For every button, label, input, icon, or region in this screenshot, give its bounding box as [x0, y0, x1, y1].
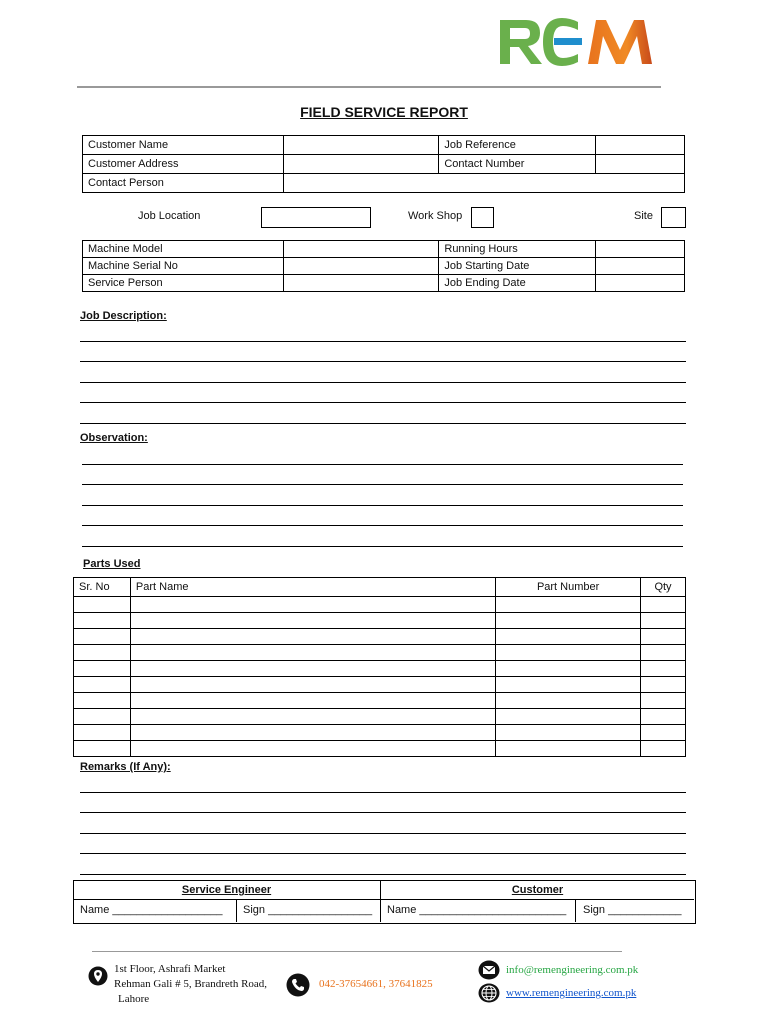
work-shop-checkbox[interactable]	[471, 207, 494, 228]
customer-name-label: Customer Name	[83, 136, 284, 155]
table-row	[74, 677, 686, 693]
part-name-cell[interactable]	[130, 597, 495, 613]
part-number-cell[interactable]	[496, 677, 641, 693]
table-row	[74, 741, 686, 757]
customer-name-field[interactable]	[283, 136, 439, 155]
running-hours-field[interactable]	[596, 241, 685, 258]
sr-no-cell[interactable]	[74, 709, 131, 725]
observation-line[interactable]	[82, 505, 683, 506]
service-engineer-name-field[interactable]: Name __________________	[80, 904, 223, 916]
work-shop-label: Work Shop	[408, 210, 463, 222]
part-name-cell[interactable]	[130, 661, 495, 677]
site-checkbox[interactable]	[661, 207, 686, 228]
job-reference-field[interactable]	[596, 136, 685, 155]
customer-info-table	[82, 135, 685, 193]
remarks-line[interactable]	[80, 833, 686, 834]
part-name-cell[interactable]	[130, 693, 495, 709]
remarks-heading: Remarks (If Any):	[80, 761, 171, 773]
address-line-3: Lahore	[118, 993, 150, 1005]
qty-cell[interactable]	[641, 629, 686, 645]
observation-line[interactable]	[82, 525, 683, 526]
email-link[interactable]: info@remengineering.com.pk	[506, 964, 639, 976]
contact-number-label: Contact Number	[439, 155, 596, 174]
customer-name-sign-field[interactable]: Name ________________________	[387, 904, 567, 916]
sr-no-cell[interactable]	[74, 677, 131, 693]
parts-table	[73, 577, 686, 757]
service-person-label: Service Person	[83, 275, 284, 292]
job-description-heading: Job Description:	[80, 310, 167, 322]
job-location-field[interactable]	[261, 207, 371, 228]
qty-cell[interactable]	[641, 661, 686, 677]
machine-serial-label: Machine Serial No	[83, 258, 284, 275]
job-ending-date-field[interactable]	[596, 275, 685, 292]
part-name-cell[interactable]	[130, 645, 495, 661]
job-description-line[interactable]	[80, 361, 686, 362]
table-row	[74, 629, 686, 645]
qty-cell[interactable]	[641, 645, 686, 661]
part-number-cell[interactable]	[496, 693, 641, 709]
company-logo	[496, 14, 672, 68]
job-description-line[interactable]	[80, 341, 686, 342]
parts-used-heading: Parts Used	[83, 558, 141, 570]
contact-person-label: Contact Person	[83, 174, 284, 193]
parts-header-part-number: Part Number	[496, 578, 641, 597]
qty-cell[interactable]	[641, 613, 686, 629]
sr-no-cell[interactable]	[74, 645, 131, 661]
table-row	[74, 645, 686, 661]
customer-address-label: Customer Address	[83, 155, 284, 174]
part-name-cell[interactable]	[130, 725, 495, 741]
location-pin-icon	[88, 966, 108, 986]
remarks-line[interactable]	[80, 812, 686, 813]
job-location-label: Job Location	[138, 210, 201, 222]
qty-cell[interactable]	[641, 741, 686, 757]
machine-info-table	[82, 240, 685, 292]
qty-cell[interactable]	[641, 709, 686, 725]
sr-no-cell[interactable]	[74, 693, 131, 709]
envelope-icon	[478, 960, 500, 980]
header-divider	[77, 86, 661, 88]
service-engineer-heading: Service Engineer	[181, 884, 272, 896]
part-number-cell[interactable]	[496, 613, 641, 629]
part-name-cell[interactable]	[130, 709, 495, 725]
job-starting-date-label: Job Starting Date	[439, 258, 596, 275]
job-starting-date-field[interactable]	[596, 258, 685, 275]
c-cell-divider	[575, 899, 576, 922]
part-number-cell[interactable]	[496, 597, 641, 613]
sr-no-cell[interactable]	[74, 613, 131, 629]
sr-no-cell[interactable]	[74, 597, 131, 613]
observation-line[interactable]	[82, 464, 683, 465]
sr-no-cell[interactable]	[74, 661, 131, 677]
customer-address-field[interactable]	[283, 155, 439, 174]
signature-row-divider	[73, 899, 694, 900]
customer-sign-field[interactable]: Sign ____________	[583, 904, 682, 916]
phone-icon	[286, 973, 310, 997]
site-label: Site	[634, 210, 653, 222]
part-name-cell[interactable]	[130, 613, 495, 629]
part-number-cell[interactable]	[496, 645, 641, 661]
contact-number-field[interactable]	[596, 155, 685, 174]
running-hours-label: Running Hours	[439, 241, 596, 258]
table-row	[74, 725, 686, 741]
part-number-cell[interactable]	[496, 629, 641, 645]
parts-header-qty: Qty	[641, 578, 686, 597]
sr-no-cell[interactable]	[74, 725, 131, 741]
machine-model-label: Machine Model	[83, 241, 284, 258]
table-row	[74, 709, 686, 725]
remarks-line[interactable]	[80, 853, 686, 854]
job-reference-label: Job Reference	[439, 136, 596, 155]
website-link[interactable]: www.remengineering.com.pk	[506, 987, 637, 999]
job-description-line[interactable]	[80, 402, 686, 403]
observation-heading: Observation:	[80, 432, 148, 444]
machine-serial-field[interactable]	[283, 258, 439, 275]
table-row	[74, 597, 686, 613]
customer-heading: Customer	[511, 884, 564, 896]
globe-icon	[478, 983, 500, 1003]
job-ending-date-label: Job Ending Date	[439, 275, 596, 292]
remarks-line[interactable]	[80, 874, 686, 875]
part-number-cell[interactable]	[496, 661, 641, 677]
page-title: FIELD SERVICE REPORT	[300, 104, 468, 120]
address-line-2: Rehman Gali # 5, Brandreth Road,	[114, 978, 268, 990]
qty-cell[interactable]	[641, 725, 686, 741]
qty-cell[interactable]	[641, 693, 686, 709]
sr-no-cell[interactable]	[74, 741, 131, 757]
qty-cell[interactable]	[641, 677, 686, 693]
address-line-1: 1st Floor, Ashrafi Market	[114, 963, 226, 975]
observation-line[interactable]	[82, 484, 683, 485]
machine-model-field[interactable]	[283, 241, 439, 258]
sr-no-cell[interactable]	[74, 629, 131, 645]
part-number-cell[interactable]	[496, 741, 641, 757]
contact-person-field[interactable]	[283, 174, 684, 193]
part-name-cell[interactable]	[130, 677, 495, 693]
part-name-cell[interactable]	[130, 741, 495, 757]
service-engineer-sign-field[interactable]: Sign _________________	[243, 904, 373, 916]
part-number-cell[interactable]	[496, 725, 641, 741]
qty-cell[interactable]	[641, 597, 686, 613]
job-description-line[interactable]	[80, 423, 686, 424]
remarks-line[interactable]	[80, 792, 686, 793]
se-cell-divider	[236, 899, 237, 922]
job-description-line[interactable]	[80, 382, 686, 383]
service-person-field[interactable]	[283, 275, 439, 292]
footer-divider	[92, 951, 622, 952]
part-number-cell[interactable]	[496, 709, 641, 725]
table-row	[74, 613, 686, 629]
parts-header-part-name: Part Name	[130, 578, 495, 597]
phone-number[interactable]: 042-37654661, 37641825	[319, 978, 433, 990]
table-row	[74, 693, 686, 709]
observation-line[interactable]	[82, 546, 683, 547]
parts-header-sr-no: Sr. No	[74, 578, 131, 597]
part-name-cell[interactable]	[130, 629, 495, 645]
table-row	[74, 661, 686, 677]
